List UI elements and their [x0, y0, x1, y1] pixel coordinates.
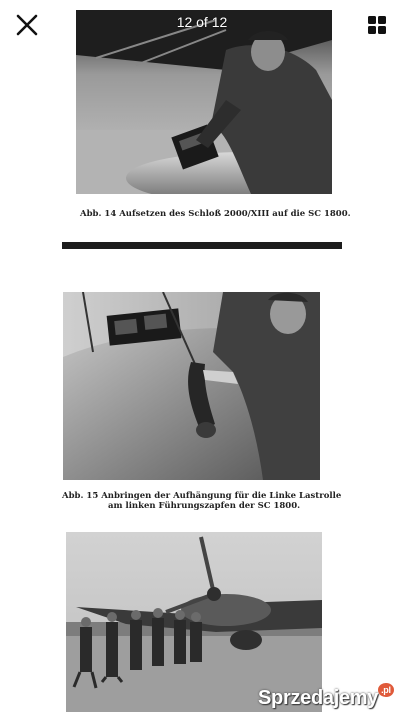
figure-14-photo — [76, 10, 332, 194]
figure-15-caption-line-1: Abb. 15 Anbringen der Aufhängung für die Linke Lastrolle — [62, 491, 342, 501]
grid-view-button[interactable] — [364, 12, 390, 38]
figure-15-caption-line-2: am linken Führungszapfen der SC 1800. — [108, 501, 301, 511]
close-icon — [12, 10, 42, 40]
figure-15-photo — [63, 292, 320, 480]
watermark-suffix: .pl — [378, 683, 394, 697]
close-button[interactable] — [12, 10, 42, 40]
watermark-text: Sprzedajemy — [258, 687, 379, 709]
photo-counter: 12 of 12 — [176, 14, 228, 30]
figure-14-caption: Abb. 14 Aufsetzen des Schloß 2000/XIII auf die SC 1800. — [80, 209, 351, 219]
watermark-logo — [258, 687, 394, 710]
page-divider — [62, 242, 342, 249]
grid-view-icon — [364, 12, 390, 38]
aircraft-ground-crew-photo — [66, 532, 322, 712]
